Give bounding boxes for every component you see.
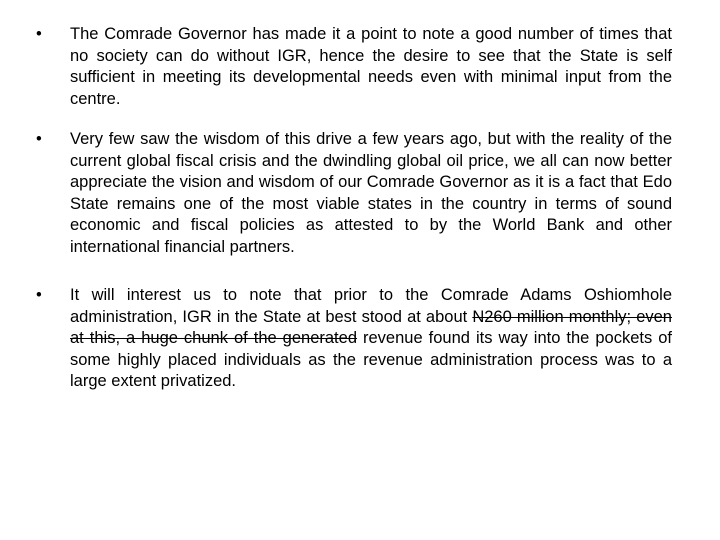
bullet-text bbox=[70, 286, 672, 390]
bullet-text-after: revenue found its way into the pockets of some highly placed individuals as the revenue administration process was to a large extent privatized. bbox=[70, 329, 672, 390]
bullet-icon: • bbox=[36, 25, 42, 43]
bullet-item-igr-history bbox=[36, 285, 672, 393]
bullet-text: Very few saw the wisdom of this drive a few years ago, but with the reality of the current global fiscal crisis and the dwindling global oil price, we all can now better appreciate the vision and wisdom of our Comrade Governor as it is a fact that Edo State remains one of the most viable states in the country in terms of sound economic and fiscal policies as attested to by the World Bank and other international financial partners. bbox=[70, 130, 672, 256]
bullet-list bbox=[36, 24, 672, 420]
bullet-text-before: It will interest us to note that prior to the Comrade Adams Oshiomhole administration, IGR in the State at best stood at about bbox=[70, 286, 672, 326]
bullet-icon: • bbox=[36, 130, 42, 148]
bullet-item-wisdom-of-drive bbox=[36, 129, 672, 258]
bullet-text-struck: N260 million monthly; even at this, a huge chunk of the generated bbox=[70, 307, 672, 347]
bullet-icon: • bbox=[36, 286, 42, 304]
bullet-text: The Comrade Governor has made it a point to note a good number of times that no society can do without IGR, hence the desire to see that the State is self sufficient in meeting its developmental needs even with minimal input from the centre. bbox=[70, 25, 672, 108]
bullet-item-self-sufficiency bbox=[36, 24, 672, 110]
